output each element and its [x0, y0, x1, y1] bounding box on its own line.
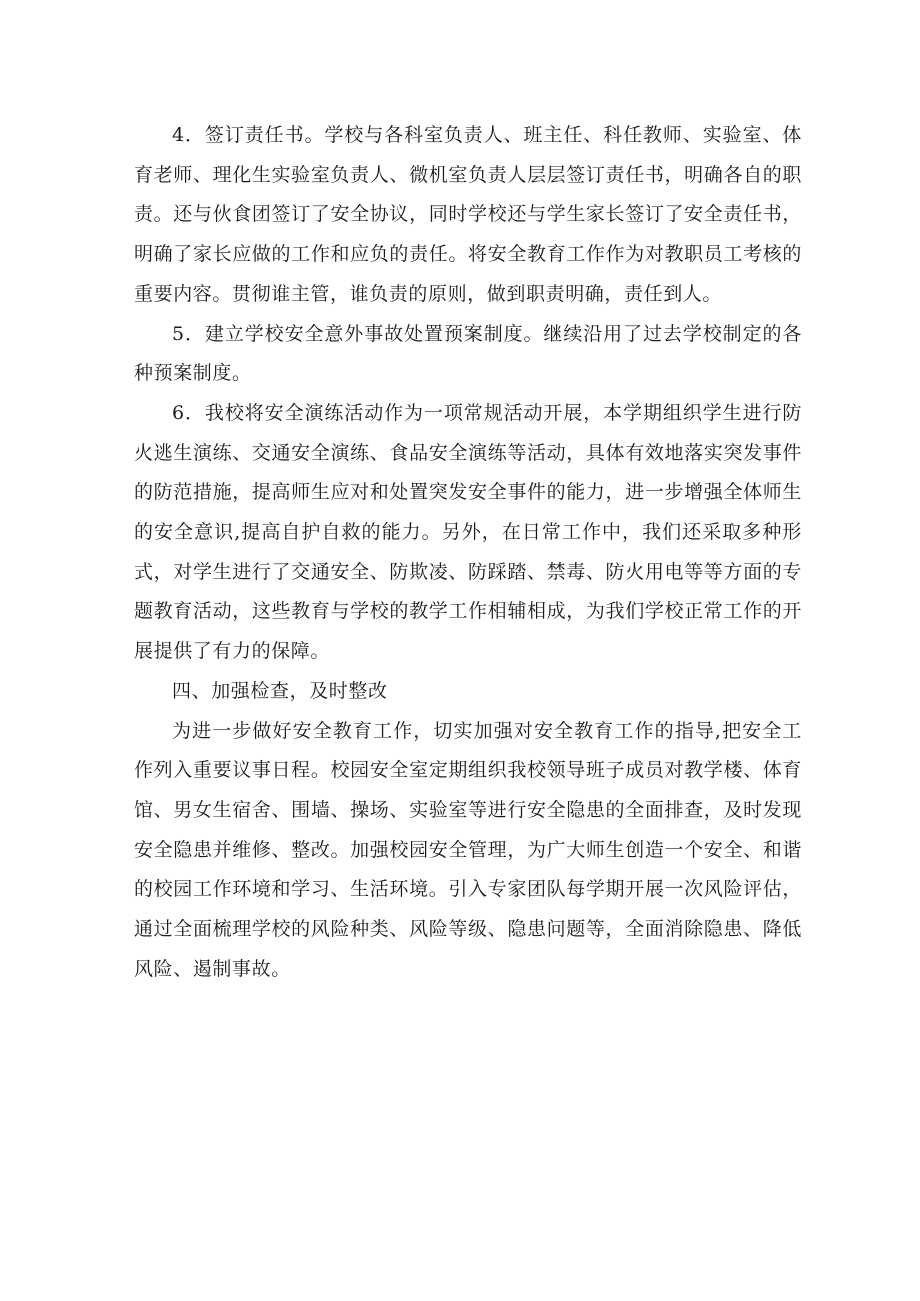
- paragraph-safety-drills: 6．我校将安全演练活动作为一项常规活动开展，本学期组织学生进行防火逃生演练、交通安全演练、食品安全演练等活动，具体有效地落实突发事件的防范措施，提高师生应对和处置突发安全事件的能力，进一步增强全体师生的安全意识,提高自护自救的能力。另外，在日常工作中，我们还采取多种形式，对学生进行了交通安全、防欺凌、防踩踏、禁毒、防火用电等等方面的专题教育活动，这些教育与学校的教学工作相辅相成，为我们学校正常工作的开展提供了有力的保障。: [134, 401, 802, 663]
- section-heading-inspection: 四、加强检查，及时整改: [172, 679, 388, 702]
- paragraph-emergency-plan: 5．建立学校安全意外事故处置预案制度。继续沿用了过去学校制定的各种预案制度。: [134, 322, 802, 385]
- paragraph-inspection-rectification: 为进一步做好安全教育工作，切实加强对安全教育工作的指导,把安全工作列入重要议事日程。校园安全室定期组织我校领导班子成员对教学楼、体育馆、男女生宿舍、围墙、操场、实验室等进行安全隐患的全面排查，及时发现安全隐患并维修、整改。加强校园安全管理，为广大师生创造一个安全、和谐的校园工作环境和学习、生活环境。引入专家团队每学期开展一次风险评估，通过全面梳理学校的风险种类、风险等级、隐患问题等，全面消除隐患、降低风险、遏制事故。: [134, 719, 802, 980]
- document-body: [134, 116, 802, 989]
- paragraph-responsibility-letter: 4．签订责任书。学校与各科室负责人、班主任、科任教师、实验室、体育老师、理化生实验室负责人、微机室负责人层层签订责任书，明确各自的职责。还与伙食团签订了安全协议，同时学校还与学生家长签订了安全责任书，明确了家长应做的工作和应负的责任。将安全教育工作作为对教职员工考核的重要内容。贯彻谁主管，谁负责的原则，做到职责明确，责任到人。: [134, 124, 802, 305]
